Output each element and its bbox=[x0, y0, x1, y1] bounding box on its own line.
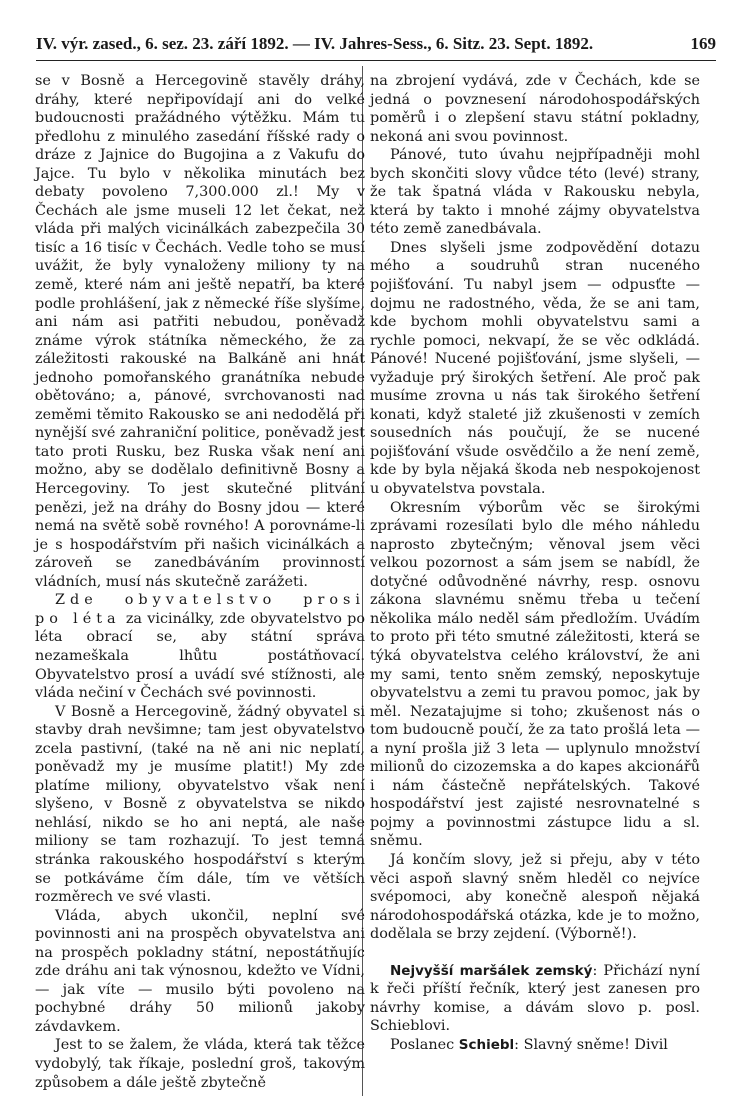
paragraph: Já končím slovy, jež si přeju, aby v této věci aspoň slavný sněm hleděl co nejvíce svépomoci, aby konečně alespoň nějaká národohospodářská otázka, kde je to možno, dodělala se brzy zejdení. (Výborně!). bbox=[370, 851, 700, 943]
speaker-name: Nejvyšší maršálek zemský bbox=[390, 962, 593, 979]
paragraph-text: za vicinálky, zde obyvatelstvo po léta obrací se, aby státní správa nezameškala lhůtu postátňovací. Obyvatelstvo prosí a uvádí své stížnosti, ale vláda nečiní v Čechách své povinnosti. bbox=[35, 610, 366, 702]
paragraph: se v Bosně a Hercegovině stavěly dráhy, dráhy, které nepřipovídají ani do velké budoucnosti pražádného výtěžku. Mám tu předlohu z minulého zasedání říšské rady o dráze z Jajnice do Bugojina a z Vakufu do Jajce. Tu bylo v několika minutách bez debaty povoleno 7,300.000 zl.! My v Čechách ale jsme museli 12 let čekat, než vláda při malých vicinálkách zabezpečila 30 tisíc a 16 tisíc v Čechách. Vedle toho se musí uvážit, že byly vynaloženy miliony ty na země, které nám ani ještě nepatří, ba které podle prohlášení, jak z německé říše slyšíme, ani nám asi patřiti nebudou, poněvadž známe výrok státníka německého, že za záležitosti rakouské na Balkáně ani hnát jednoho pomořanského granátníka nebude obětováno; a, pánové, svrchovanosti nad zeměmi těmito Rakousko se ani nedodělá při nynější své zahraniční politice, poněvadž jest tato proti Rusku, bez Ruska však není ani možno, aby se dodělalo definitivně Bosny a Hercegoviny. To jest skutečné plitvání penězi, jež na dráhy do Bosny jdou — které nemá na světě sobě rovného! A porovnáme-li je s hospodářstvím při našich vicinálkách a zároveň se zanedbáváním provinností vládních, musí nás skutečně zarážeti. bbox=[35, 73, 366, 590]
paragraph-text: : Slavný sněme! Divil bbox=[514, 1036, 668, 1053]
paragraph: Vláda, abych ukončil, neplní své povinnosti ani na prospěch obyvatelstva ani na prospěch pokladny státní, nepostátňujíc zde dráhu ani tak výnosnou, kdežto ve Vídni, — jak víte — musilo býti povoleno na pochybné dráhy 50 milionů jakoby závdavkem. bbox=[35, 907, 365, 1035]
marshal-paragraph bbox=[370, 962, 700, 1036]
paragraph: V Bosně a Hercegovině, žádný obyvatel si stavby drah nevšimne; tam jest obyvatelstvo zcela pastivní, (také na ně ani nic neplatí, poněvadž my je musíme platit!) My zde platíme miliony, obyvatelstvo však není slyšeno, v Bosně z obyvatelstva se nikdo nehlásí, nikdo se ho ani neptá, ale naše miliony se tam rozhazují. To jest temná stránka rakouského hospodářství s kterým se potkáváme čím dále, tím ve větších rozměrech ve své vlasti. bbox=[35, 703, 365, 906]
paragraph: Pánové, tuto úvahu nejpřípadněji mohl bych skončiti slovy vůdce této (levé) strany, že tak špatná vláda v Rakousku nebyla, která by takto i mnohé zájmy obyvatelstva této země zanedbávala. bbox=[370, 147, 700, 238]
spaced-text: Zde obyvatelstvo prosi po léta bbox=[35, 592, 365, 627]
page-header bbox=[36, 30, 716, 61]
paragraph: Jest to se žalem, že vláda, která tak těžce vydobylý, tak říkaje, poslední groš, takovým způsobem a dále ještě zbytečně bbox=[35, 1037, 365, 1091]
paragraph: Dnes slyšeli jsme zodpovědění dotazu mého a soudruhů stran nuceného pojišťování. Tu nabyl jsem — odpusťte — dojmu ne radostného, věda, že se ani tam, kde bychom mohli obyvatelstvu sami a rychle pomoci, nekvapí, že se věc odkládá. Pánové! Nucené pojišťování, jsme slyšeli, — vyžaduje prý širokých šetření. Ale proč pak musíme zrovna u nás tak širokého šetření konati, když staleté již zkušenosti v zemích sousedních nás poučují, že se nucené pojišťování všude osvědčilo a že není země, kde by byla nějaká škoda neb nespokojenost u obyvatelstva povstala. bbox=[370, 239, 700, 498]
header-text: IV. výr. zased., 6. sez. 23. září 1892. — IV. Jahres-Sess., 6. Sitz. 23. Sept. 1892. bbox=[36, 34, 594, 53]
speaker-name: Schiebl bbox=[458, 1036, 515, 1053]
paragraph: na zbrojení vydává, zde v Čechách, kde se jedná o povznesení národohospodářských poměrů i o zlepšení stavu státní pokladny, nekoná ani svou povinnost. bbox=[370, 73, 700, 145]
paragraph: Okresním výborům věc se širokými zprávami rozesílati bylo dle mého náhledu naprosto zbytečným; věnoval jsem věci velkou pozornost a sám jsem se nabídl, že dotyčné odůvodněné návrhy, resp. osnovu zákona slavnému sněmu třeba u tečení několika málo neděl sám předložím. Uvádím to proto při této smutné záležitosti, která se týká obyvatelstva celého království, že ani my sami, tento sněm zemský, neposkytuje obyvatelstvu a zemi tu pravou pomoc, jak by měl. Nezatajujme si toho; zkušenost nás o tom budoucně poučí, že za tato prošlá leta — a nyní prošla již 3 leta — uplynulo množství milionů do cizozemska a do kapes akcionářů i nám částečně nepřátelských. Takové hospodářství jest zajisté nesrovnatelné s pojmy a povinnostmi zástupce lidu a sl. sněmu. bbox=[370, 499, 700, 850]
speaker-prefix: Poslanec bbox=[390, 1036, 459, 1053]
delegate-paragraph bbox=[370, 1036, 700, 1055]
spacer bbox=[370, 944, 700, 962]
right-column bbox=[370, 72, 700, 1054]
page-number: 169 bbox=[690, 34, 716, 53]
left-column bbox=[35, 72, 365, 1092]
paragraph bbox=[35, 591, 365, 702]
paragraph-text: : Přichází nyní k řeči příští řečník, který jest zanesen pro návrhy komise, a dávám slovo p. posl. Schieblovi. bbox=[370, 962, 700, 1035]
